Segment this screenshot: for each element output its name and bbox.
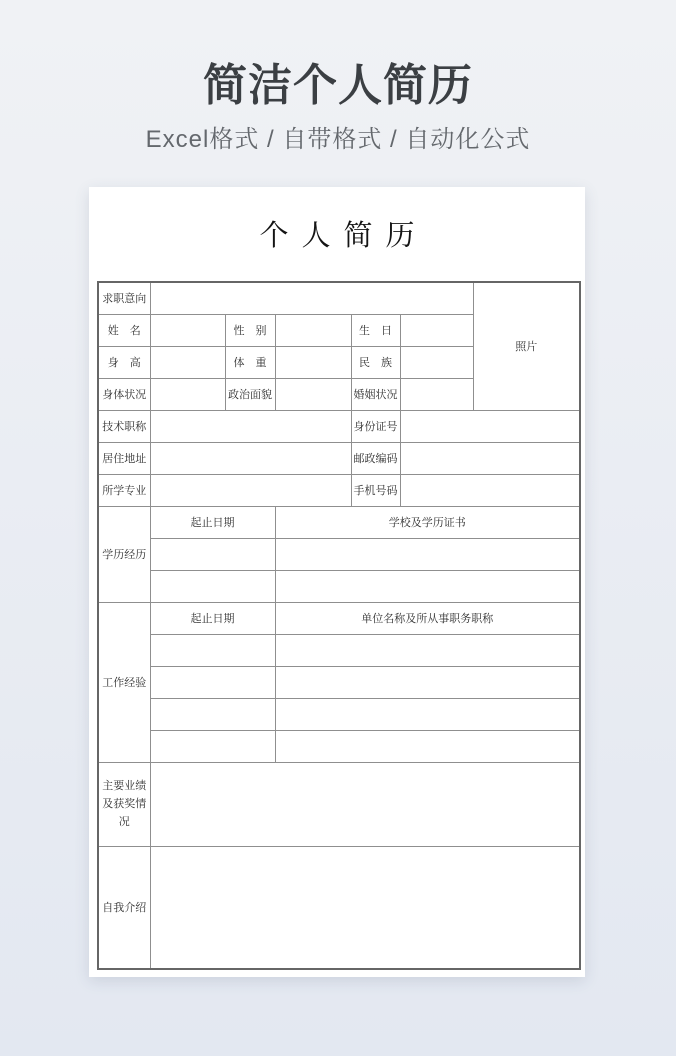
label-political: 政治面貌 xyxy=(225,378,275,410)
resume-page-card xyxy=(89,187,585,977)
field-name xyxy=(150,314,225,346)
label-mobile: 手机号码 xyxy=(351,474,400,506)
row-education-header xyxy=(98,506,580,538)
field-physical xyxy=(150,378,225,410)
education-date-cell xyxy=(150,570,275,602)
label-postcode: 邮政编码 xyxy=(351,442,400,474)
row-address-postcode xyxy=(98,442,580,474)
work-company-cell xyxy=(275,698,580,730)
label-name: 姓 名 xyxy=(98,314,150,346)
field-mobile xyxy=(400,474,580,506)
field-achievements xyxy=(150,762,580,846)
label-achievements: 主要业绩及获奖情况 xyxy=(98,762,150,846)
hero-header xyxy=(0,0,676,154)
row-work-entry xyxy=(98,634,580,666)
label-education-section: 学历经历 xyxy=(98,506,150,602)
label-height: 身 高 xyxy=(98,346,150,378)
field-political xyxy=(275,378,351,410)
field-job-intention xyxy=(150,282,473,314)
row-job-intention xyxy=(98,282,580,314)
field-major xyxy=(150,474,351,506)
work-date-cell xyxy=(150,666,275,698)
label-weight: 体 重 xyxy=(225,346,275,378)
field-address xyxy=(150,442,351,474)
row-work-entry xyxy=(98,698,580,730)
field-ethnicity xyxy=(400,346,473,378)
resume-table xyxy=(97,281,581,970)
field-tech-title xyxy=(150,410,351,442)
education-school-cell xyxy=(275,570,580,602)
field-marital xyxy=(400,378,473,410)
education-school-cell xyxy=(275,538,580,570)
row-achievements xyxy=(98,762,580,846)
work-company-cell xyxy=(275,730,580,762)
label-job-intention: 求职意向 xyxy=(98,282,150,314)
work-col-company-header: 单位名称及所从事职务职称 xyxy=(275,602,580,634)
field-self-intro xyxy=(150,846,580,969)
label-gender: 性 别 xyxy=(225,314,275,346)
label-id-number: 身份证号 xyxy=(351,410,400,442)
label-physical: 身体状况 xyxy=(98,378,150,410)
education-col-school-header: 学校及学历证书 xyxy=(275,506,580,538)
label-birthday: 生 日 xyxy=(351,314,400,346)
label-self-intro: 自我介绍 xyxy=(98,846,150,969)
work-date-cell xyxy=(150,698,275,730)
field-id-number xyxy=(400,410,580,442)
field-weight xyxy=(275,346,351,378)
row-education-entry xyxy=(98,570,580,602)
work-company-cell xyxy=(275,666,580,698)
label-ethnicity: 民 族 xyxy=(351,346,400,378)
row-techtitle-idnumber xyxy=(98,410,580,442)
row-self-intro xyxy=(98,846,580,969)
work-company-cell xyxy=(275,634,580,666)
field-birthday xyxy=(400,314,473,346)
field-gender xyxy=(275,314,351,346)
row-work-entry xyxy=(98,730,580,762)
page-title: 简洁个人简历 xyxy=(203,61,473,110)
label-address: 居住地址 xyxy=(98,442,150,474)
work-col-date-header: 起止日期 xyxy=(150,602,275,634)
row-education-entry xyxy=(98,538,580,570)
label-marital: 婚姻状况 xyxy=(351,378,400,410)
row-major-mobile xyxy=(98,474,580,506)
row-work-header xyxy=(98,602,580,634)
label-tech-title: 技术职称 xyxy=(98,410,150,442)
photo-cell: 照片 xyxy=(473,282,580,410)
page-subtitle: Excel格式 / 自带格式 / 自动化公式 xyxy=(145,125,531,153)
work-date-cell xyxy=(150,730,275,762)
row-work-entry xyxy=(98,666,580,698)
field-height xyxy=(150,346,225,378)
label-work-section: 工作经验 xyxy=(98,602,150,762)
resume-doc-title: 个人简历 xyxy=(259,220,428,252)
field-postcode xyxy=(400,442,580,474)
education-col-date-header: 起止日期 xyxy=(150,506,275,538)
label-major: 所学专业 xyxy=(98,474,150,506)
education-date-cell xyxy=(150,538,275,570)
work-date-cell xyxy=(150,634,275,666)
